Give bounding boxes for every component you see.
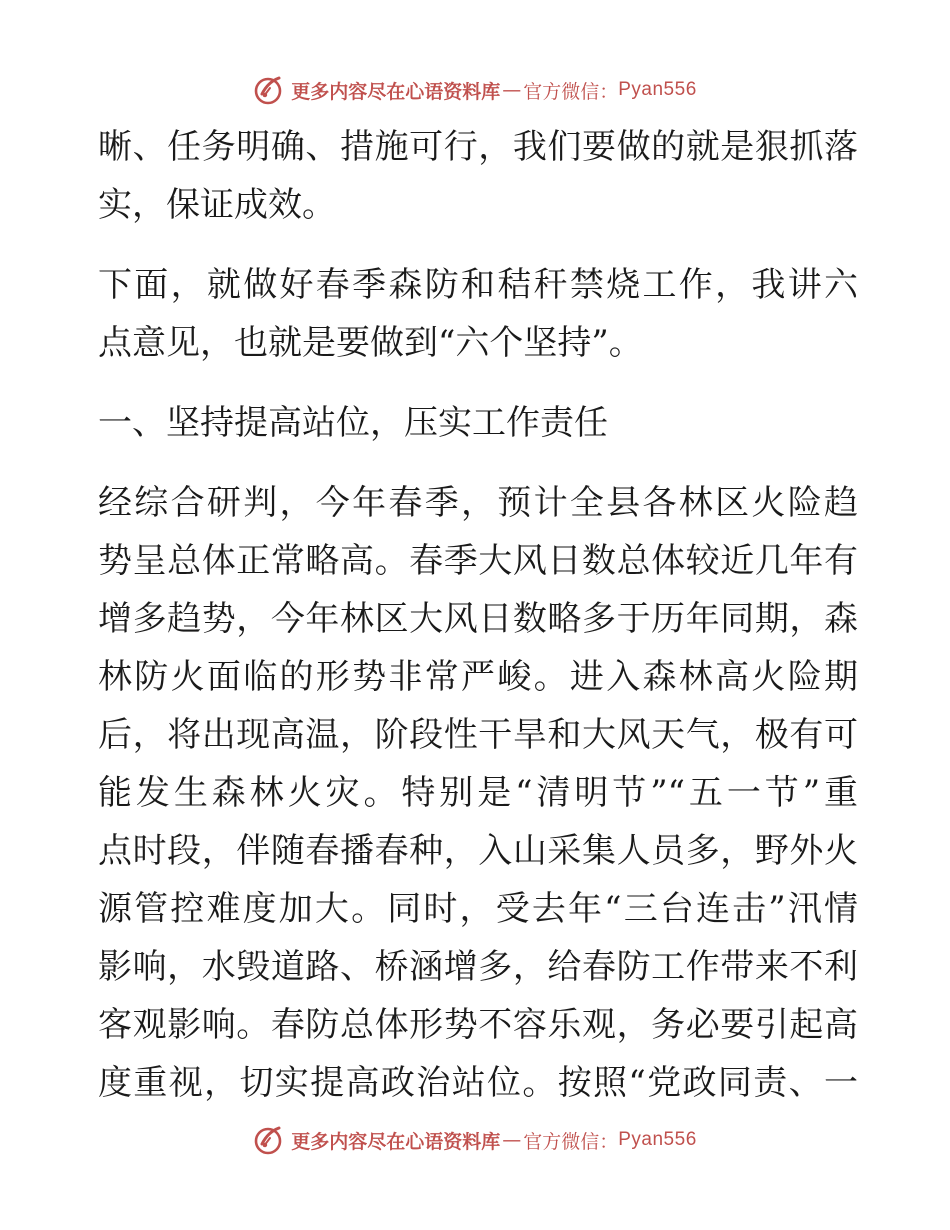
- text-line: 点时段，伴随春播春种，入山采集人员多，野外火: [98, 831, 858, 871]
- text-line: 后，将出现高温，阶段性干旱和大风天气，极有可: [98, 715, 858, 755]
- text-line: 客观影响。春防总体形势不容乐观，务必要引起高: [98, 1005, 858, 1045]
- section-heading: [98, 394, 858, 452]
- text-line: 势呈总体正常略高。春季大风日数总体较近几年有: [98, 541, 858, 581]
- paragraph: [98, 118, 858, 234]
- text-line: 度重视，切实提高政治站位。按照“党政同责、一: [98, 1063, 858, 1103]
- header-watermark: [0, 70, 950, 110]
- brush-seal-icon: [253, 1124, 285, 1156]
- text-line: 林防火面临的形势非常严峻。进入森林高火险期: [98, 657, 858, 697]
- text-line: 增多趋势，今年林区大风日数略多于历年同期，森: [98, 599, 858, 639]
- brush-seal-icon: [253, 74, 285, 106]
- footer-watermark: [0, 1120, 950, 1160]
- watermark-wechat-id: Pyan556: [618, 1129, 697, 1150]
- heading-line: 一、坚持提高站位，压实工作责任: [98, 403, 608, 443]
- text-line: 经综合研判，今年春季，预计全县各林区火险趋: [98, 483, 858, 523]
- watermark-main-text: 更多内容尽在心语资料库: [291, 1130, 501, 1153]
- text-line: 影响，水毁道路、桥涵增多，给春防工作带来不利: [98, 947, 858, 987]
- text-line: 能发生森林火灾。特别是“清明节”“五一节”重: [98, 773, 858, 813]
- text-line: 晰、任务明确、措施可行，我们要做的就是狠抓落: [98, 127, 858, 167]
- watermark-dash: —: [502, 79, 522, 101]
- paragraph: [98, 474, 858, 1112]
- document-body: [98, 118, 858, 1112]
- watermark-main-text: 更多内容尽在心语资料库: [291, 80, 501, 103]
- watermark-official-label: 官方微信：: [523, 1130, 619, 1153]
- text-line: 点意见，也就是要做到“六个坚持”。: [98, 323, 643, 363]
- text-line: 源管控难度加大。同时，受去年“三台连击”汛情: [98, 889, 858, 929]
- paragraph: [98, 256, 858, 372]
- watermark-wechat-id: Pyan556: [618, 79, 697, 100]
- watermark-dash: —: [502, 1129, 522, 1151]
- text-line: 下面，就做好春季森防和秸秆禁烧工作，我讲六: [98, 265, 858, 305]
- watermark-official-label: 官方微信：: [523, 80, 619, 103]
- text-line: 实，保证成效。: [98, 185, 336, 225]
